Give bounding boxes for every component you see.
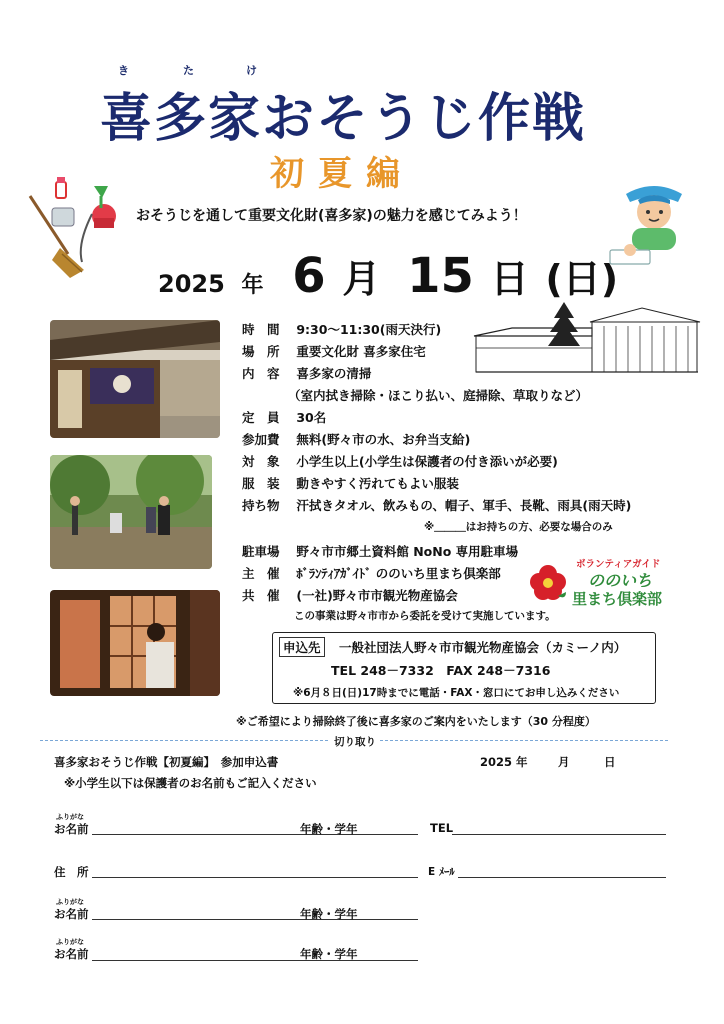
detail-time bbox=[242, 320, 441, 338]
age-label-3: 年齢・学年 bbox=[300, 947, 358, 961]
cleaning-tools-illustration bbox=[22, 174, 132, 284]
form-note: ※小学生以下は保護者のお名前もご記入ください bbox=[64, 776, 317, 790]
kitake-house-sketch bbox=[472, 298, 702, 378]
address-field[interactable] bbox=[92, 877, 418, 878]
commission-note: この事業は野々市市から委託を受けて実施しています。 bbox=[294, 610, 556, 622]
detail-content-sub bbox=[288, 386, 588, 404]
underline-note: ※＿＿＿はお持ちの方、必要な場合のみ bbox=[424, 521, 613, 533]
name-field-1[interactable] bbox=[92, 834, 418, 835]
date-year-unit: 年 bbox=[241, 273, 264, 298]
photo-interior-wiping bbox=[50, 590, 220, 696]
form-month: 月 bbox=[558, 755, 570, 769]
detail-target bbox=[242, 452, 558, 470]
detail-clothing bbox=[242, 474, 459, 492]
name-label-2: お名前 bbox=[54, 907, 89, 921]
form-year: 2025 年 bbox=[480, 755, 528, 769]
detail-belongings bbox=[242, 496, 631, 514]
detail-label: 定 員 bbox=[242, 410, 280, 425]
contact-tag: 申込先 bbox=[279, 637, 325, 657]
form-day: 日 bbox=[604, 755, 616, 769]
detail-fee bbox=[242, 430, 470, 448]
email-field[interactable] bbox=[458, 877, 666, 878]
detail-value: 9:30〜11:30(雨天決行) bbox=[296, 322, 442, 337]
person-cleaning-illustration bbox=[604, 176, 700, 272]
detail-value: 無料(野々市の水、お弁当支給) bbox=[296, 432, 471, 447]
tour-note: ※ご希望により掃除終了後に喜多家のご案内をいたします（30 分程度） bbox=[236, 715, 596, 728]
detail-label: 服 装 bbox=[242, 476, 280, 491]
detail-label: 持ち物 bbox=[242, 498, 280, 513]
contact-deadline: ※6月８日(日)17時までに電話・FAX・窓口にてお申し込みください bbox=[293, 687, 620, 699]
email-label: E ﾒｰﾙ bbox=[428, 866, 455, 878]
title-ruby-ki: き bbox=[118, 64, 129, 77]
date-day: 15 bbox=[407, 248, 474, 304]
logo-top-text: ボランティアガイド bbox=[576, 559, 661, 570]
date-day-unit: 日 bbox=[490, 257, 529, 301]
cut-label: 切り取り bbox=[330, 734, 380, 749]
date-year: 2025 bbox=[158, 270, 225, 298]
page-subtitle: 初夏編 bbox=[270, 154, 414, 194]
detail-label: 駐車場 bbox=[242, 544, 280, 559]
age-label-2: 年齢・学年 bbox=[300, 907, 358, 921]
detail-label: 時 間 bbox=[242, 322, 280, 337]
detail-cohost bbox=[242, 586, 458, 604]
title-ruby-ke: け bbox=[246, 64, 257, 77]
age-label-1: 年齢・学年 bbox=[300, 822, 358, 836]
detail-value: (一社)野々市市観光物産協会 bbox=[296, 588, 458, 603]
detail-value: 野々市市郷土資料館 NoNo 専用駐車場 bbox=[296, 544, 519, 559]
detail-place bbox=[242, 342, 426, 360]
detail-capacity bbox=[242, 408, 326, 426]
detail-value: ﾎﾞﾗﾝﾃｨｱｶﾞｲﾄﾞ ののいち里まち倶楽部 bbox=[296, 566, 501, 581]
detail-value: 30名 bbox=[296, 410, 327, 425]
address-label: 住 所 bbox=[54, 865, 89, 879]
camellia-icon bbox=[528, 562, 568, 602]
name-field-2[interactable] bbox=[92, 919, 418, 920]
detail-value: 汗拭きタオル、飲みもの、帽子、軍手、長靴、雨具(雨天時) bbox=[296, 498, 632, 513]
detail-label: 参加費 bbox=[242, 432, 280, 447]
form-title: 喜多家おそうじ作戦【初夏編】 参加申込書 bbox=[54, 755, 279, 769]
page-title: 喜多家おそうじ作戦 bbox=[100, 89, 587, 149]
detail-parking bbox=[242, 542, 518, 560]
date-weekday: (日) bbox=[545, 257, 619, 301]
detail-label: 場 所 bbox=[242, 344, 280, 359]
name-label-3: お名前 bbox=[54, 947, 89, 961]
detail-host bbox=[242, 564, 501, 582]
detail-label: 共 催 bbox=[242, 588, 280, 603]
detail-value: 喜多家の清掃 bbox=[296, 366, 372, 381]
detail-value: 動きやすく汚れてもよい服装 bbox=[296, 476, 459, 491]
contact-box bbox=[272, 632, 656, 704]
name-label-1: お名前 bbox=[54, 822, 89, 836]
furigana-label: ふりがな bbox=[56, 813, 84, 821]
detail-value: 小学生以上(小学生は保護者の付き添いが必要) bbox=[296, 454, 558, 469]
furigana-label: ふりがな bbox=[56, 898, 84, 906]
detail-label: 対 象 bbox=[242, 454, 280, 469]
detail-value: 重要文化財 喜多家住宅 bbox=[296, 344, 426, 359]
detail-content bbox=[242, 364, 371, 382]
photo-house-entrance bbox=[50, 320, 220, 438]
name-field-3[interactable] bbox=[92, 960, 418, 961]
logo-line2: 里まち倶楽部 bbox=[572, 590, 663, 608]
title-ruby-ta: た bbox=[183, 64, 194, 77]
photo-garden-cleaning bbox=[50, 455, 212, 569]
contact-phone: TEL 248－7332 FAX 248－7316 bbox=[331, 663, 551, 678]
event-date bbox=[158, 248, 618, 304]
furigana-label: ふりがな bbox=[56, 938, 84, 946]
contact-org: 一般社団法人野々市市観光物産協会（カミーノ内） bbox=[339, 640, 627, 655]
date-month: 6 bbox=[292, 248, 326, 304]
detail-value: （室内拭き掃除・ほこり払い、庭掃除、草取りなど） bbox=[288, 388, 589, 403]
volunteer-guide-logo bbox=[528, 556, 698, 612]
tel-label: TEL bbox=[430, 821, 454, 835]
tel-field[interactable] bbox=[452, 834, 666, 835]
detail-label: 内 容 bbox=[242, 366, 280, 381]
date-month-unit: 月 bbox=[342, 257, 381, 301]
tagline: おそうじを通して重要文化財(喜多家)の魅力を感じてみよう！ bbox=[136, 208, 527, 224]
detail-label: 主 催 bbox=[242, 566, 280, 581]
logo-line1: ののいち bbox=[588, 571, 653, 590]
